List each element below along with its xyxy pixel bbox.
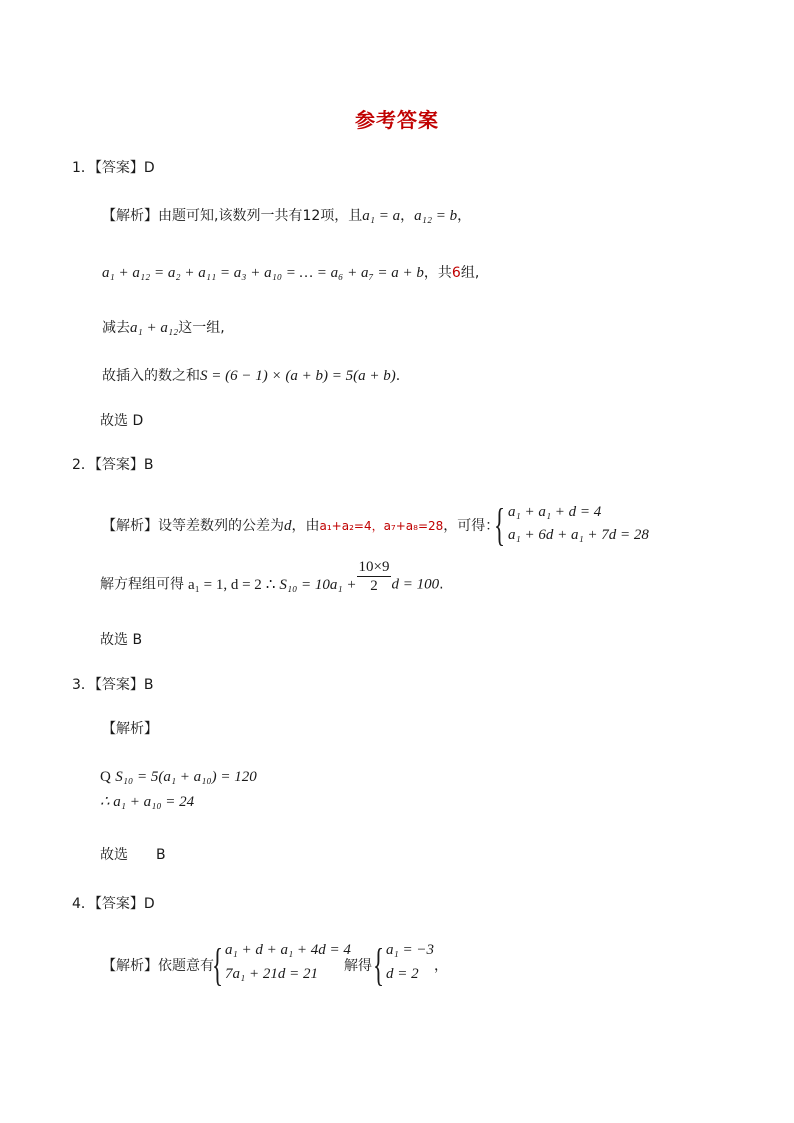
q4-end-punct — [434, 956, 448, 976]
q4-head: 4．【答案】D — [72, 896, 155, 912]
q3-answer-heading — [72, 675, 154, 695]
q1-l1-end: ， — [457, 208, 472, 224]
q2-line-1 — [102, 516, 499, 536]
q1-l4-pre: 故插入的数之和 — [102, 368, 200, 384]
q1-line-2 — [102, 263, 479, 283]
q2-l2-frac-den: 2 — [370, 578, 378, 594]
q2-system-eq-2: a₁ + 6d + a₁ + 7d = 28 — [508, 527, 649, 543]
q3-line-1 — [102, 719, 158, 739]
q2-answer-heading — [72, 455, 154, 475]
page-title: 参考答案 — [355, 108, 439, 132]
q4-solution-brace: { — [373, 939, 385, 990]
q1-l1-sep: ， — [400, 208, 415, 224]
q2-line-3 — [100, 630, 142, 650]
q4-answer-heading — [72, 894, 155, 914]
q1-line-5 — [100, 411, 143, 431]
q2-l1-mid: ，由 — [291, 518, 320, 534]
q2-l2-frac-num: 10×9 — [358, 559, 390, 575]
q2-l2-therefore: ∴ — [265, 576, 276, 593]
q4-mid: 解得 — [344, 958, 372, 974]
q1-l3-eq: a₁ + a₁₂ — [130, 320, 179, 336]
q2-l3: 故选 B — [100, 632, 143, 648]
q1-l2-num: 6 — [451, 265, 461, 281]
q1-l1-eq1: a₁ = a — [362, 208, 401, 224]
q3-l2-eq: S₁₀ = 5(a₁ + a₁₀) = 120 — [115, 769, 257, 785]
q3-line-2 — [100, 767, 257, 787]
q2-l1-pre: 【解析】设等差数列的公差为 — [102, 518, 284, 534]
q2-l1-cond: a₁+a₂=4，a₇+a₈=28 — [319, 519, 444, 533]
q1-l3-end: 这一组, — [178, 320, 225, 336]
q1-line-1 — [102, 206, 471, 226]
q1-l2-mid: ，共 — [423, 265, 452, 281]
q4-system-eq-2: 7a₁ + 21d = 21 — [225, 966, 318, 982]
q3-l4: 故选 B — [100, 847, 166, 863]
q1-l2-end: 组, — [460, 265, 480, 281]
q3-l3-eq: ∴ a₁ + a₁₀ = 24 — [100, 794, 195, 810]
q3-line-4 — [100, 845, 166, 865]
q4-system-brace: { — [212, 939, 224, 990]
q2-l2-frac — [357, 558, 392, 595]
q2-l1-end: ，可得： — [443, 518, 500, 534]
q1-l5: 故选 D — [100, 413, 144, 429]
q3-head: 3．【答案】B — [72, 677, 154, 693]
q1-l4-end: . — [395, 368, 401, 384]
q2-l2-sol: a₁ = 1, d = 2 — [188, 576, 262, 593]
q1-l1-pre: 【解析】由题可知,该数列一共有12项，且 — [102, 208, 363, 224]
q2-l2-tail: d = 100 — [391, 576, 440, 593]
q1-l3-pre: 减去 — [102, 320, 130, 336]
q2-l2-end: . — [439, 576, 444, 593]
q4-end: ， — [434, 958, 448, 974]
q1-l2-eq: a₁ + a₁₂ = a₂ + a₁₁ = a₃ + a₁₀ = … = a₆ + a₇ = a + b — [102, 265, 424, 281]
q1-answer-heading — [72, 158, 155, 178]
q1-head: 1．【答案】D — [72, 160, 155, 176]
q3-l2-q: Q — [100, 769, 111, 785]
q4-l1-pre: 【解析】依题意有 — [102, 958, 214, 974]
q4-mid-text — [344, 956, 372, 976]
q1-line-3 — [102, 318, 225, 338]
q2-system-eq-1: a₁ + a₁ + d = 4 — [508, 504, 602, 520]
q1-l1-eq2: a₁₂ = b — [414, 208, 458, 224]
q2-head: 2．【答案】B — [72, 457, 154, 473]
q1-line-4 — [102, 366, 400, 386]
q3-l1: 【解析】 — [102, 721, 158, 737]
q3-line-3 — [100, 792, 194, 812]
q4-line-1-pre — [102, 956, 214, 976]
q4-system-eq-1: a₁ + d + a₁ + 4d = 4 — [225, 942, 351, 958]
q1-l4-eq: S = (6 − 1) × (a + b) = 5(a + b) — [200, 368, 396, 384]
q4-solution-eq-2: d = 2 — [386, 966, 419, 982]
q2-l2-pre: 解方程组可得 — [100, 576, 184, 593]
q2-system-brace: { — [494, 499, 506, 550]
q2-l2-s: S₁₀ = 10a₁ + — [279, 576, 357, 593]
q4-solution-eq-1: a₁ = −3 — [386, 942, 434, 958]
q2-l1-d: d — [284, 518, 292, 534]
